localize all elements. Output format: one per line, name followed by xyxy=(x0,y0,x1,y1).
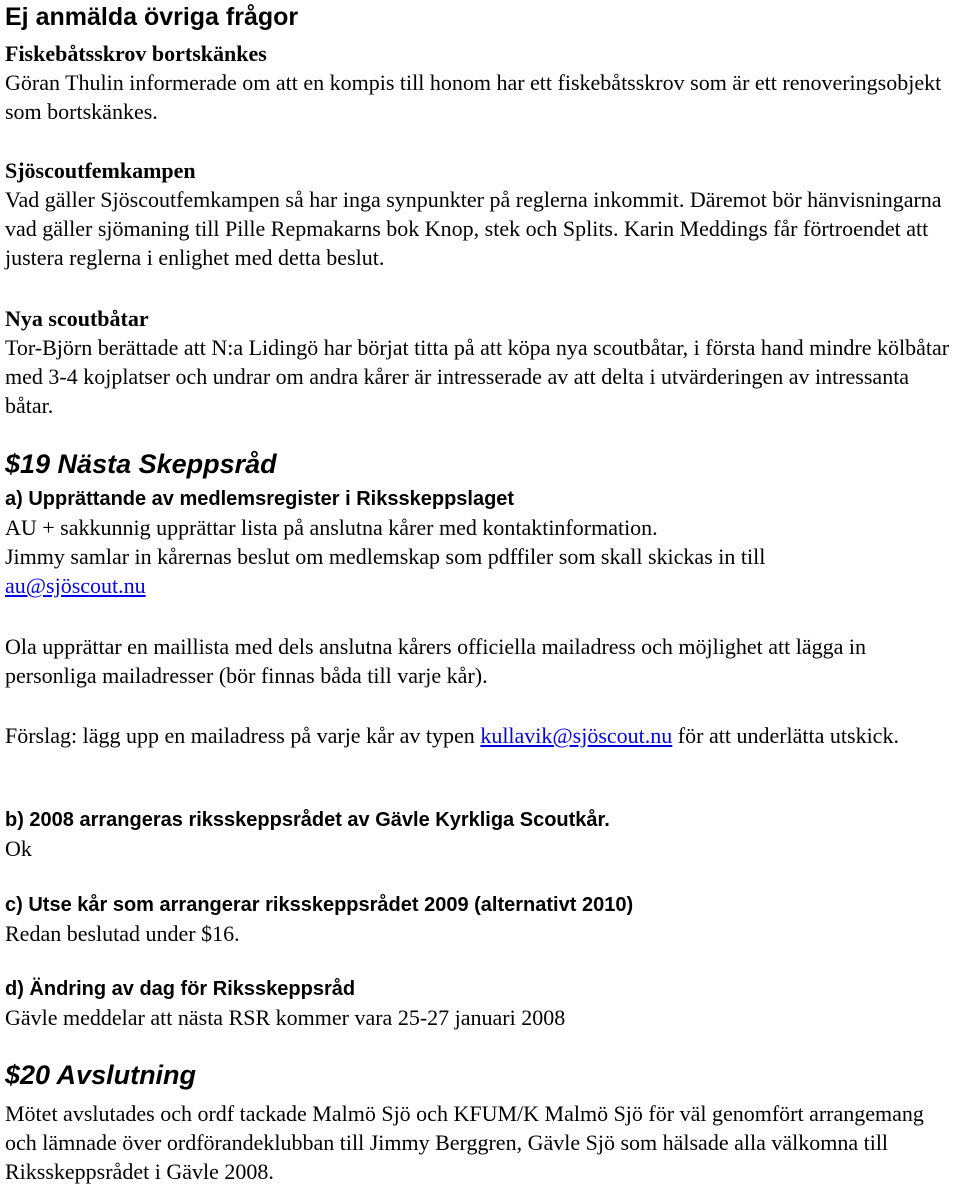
item-body-sjoscoutfemkampen: Vad gäller Sjöscoutfemkampen så har inga synpunkter på reglerna inkommit. Däremot bör hänvisningarna vad gäller sjömaning till Pille Repmakarns bok Knop, stek och Splits. Karin Meddings får förtroendet att justera reglerna i enlighet med detta beslut. xyxy=(5,187,942,270)
item-nya-scoutbatar xyxy=(5,304,955,420)
email-link-kullavik[interactable]: kullavik@sjöscout.nu xyxy=(480,723,673,748)
heading-avslutning: $20 Avslutning xyxy=(5,1060,197,1090)
item-body-nya-scoutbatar: Tor-Björn berättade att N:a Lidingö har börjat titta på att köpa nya scoutbåtar, i första hand mindre kölbåtar med 3-4 kojplatser och undrar om andra kårer är intresserade av att delta i utvärderingen av intressanta båtar. xyxy=(5,335,950,418)
item-a-para3-pre: Förslag: lägg upp en mailadress på varje kår av typen xyxy=(5,723,481,748)
item-body-avslutning: Mötet avslutades och ordf tackade Malmö Sjö och KFUM/K Malmö Sjö för väl genomfört arrangemang och lämnade över ordförandeklubban till Jimmy Berggren, Gävle Sjö som hälsade alla välkomna till Riksskeppsrådet i Gävle 2008. xyxy=(5,1101,924,1184)
item-title-nya-scoutbatar: Nya scoutbåtar xyxy=(5,306,149,331)
item-a-line1: AU + sakkunnig upprättar lista på anslutna kårer med kontaktinformation. xyxy=(5,515,658,540)
item-title-a: a) Upprättande av medlemsregister i Riksskeppslaget xyxy=(5,488,515,510)
item-title-sjoscoutfemkampen: Sjöscoutfemkampen xyxy=(5,158,196,183)
item-a-line2: Jimmy samlar in kårernas beslut om medlemskap som pdffiler som skall skickas in till xyxy=(5,544,766,569)
item-sjoscoutfemkampen xyxy=(5,156,955,272)
heading-ej-anmalda: Ej anmälda övriga frågor xyxy=(5,3,299,31)
item-c xyxy=(5,892,955,948)
item-title-b: b) 2008 arrangeras riksskeppsrådet av Gävle Kyrkliga Scoutkår. xyxy=(5,809,610,831)
item-title-c: c) Utse kår som arrangerar riksskeppsrådet 2009 (alternativt 2010) xyxy=(5,894,634,916)
email-link-au[interactable]: au@sjöscout.nu xyxy=(5,573,146,598)
item-b xyxy=(5,807,955,863)
item-title-fiskebatsskrov: Fiskebåtsskrov bortskänkes xyxy=(5,41,267,66)
item-a-para3-post: för att underlätta utskick. xyxy=(672,723,899,748)
item-title-d: d) Ändring av dag för Riksskeppsråd xyxy=(5,978,356,1000)
item-d xyxy=(5,976,955,1032)
item-body-c: Redan beslutad under $16. xyxy=(5,921,240,946)
item-a-medlemsregister xyxy=(5,486,955,600)
item-a-para3 xyxy=(5,721,955,750)
heading-nasta-skeppsrad: $19 Nästa Skeppsråd xyxy=(5,449,277,479)
item-body-fiskebatsskrov: Göran Thulin informerade om att en kompis till honom har ett fiskebåtsskrov som är ett renoveringsobjekt som bortskänkes. xyxy=(5,70,942,124)
item-body-d: Gävle meddelar att nästa RSR kommer vara 25-27 januari 2008 xyxy=(5,1005,566,1030)
item-fiskebatsskrov xyxy=(5,39,955,126)
item-body-b: Ok xyxy=(5,836,32,861)
item-a-para2: Ola upprättar en maillista med dels anslutna kårers officiella mailadress och möjlighet att lägga in personliga mailadresser (bör finnas båda till varje kår). xyxy=(5,634,866,688)
item-a-email-line xyxy=(5,571,955,600)
